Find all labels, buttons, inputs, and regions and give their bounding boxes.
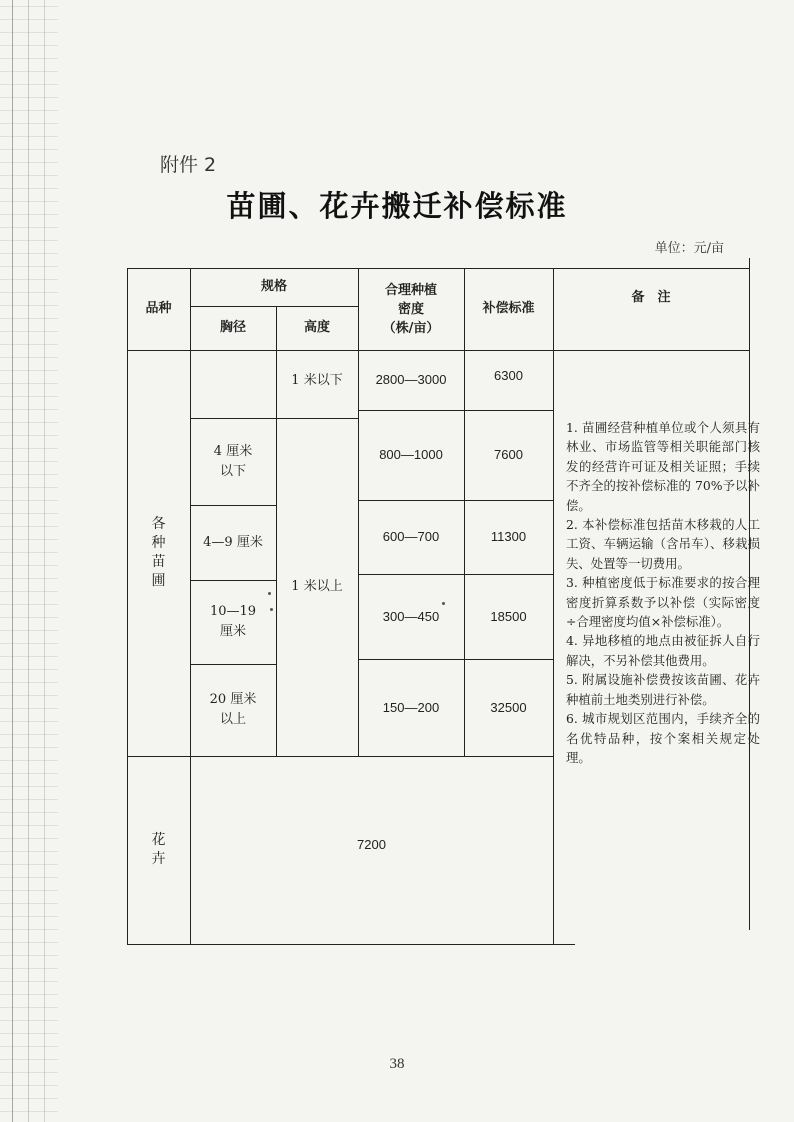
header-height: 高度 (303, 320, 330, 335)
attachment-label: 附件 2 (160, 154, 217, 176)
row3-density: 600—700 (382, 529, 440, 544)
row5-standard: 32500 (490, 699, 527, 715)
note-item: 1. 苗圃经营种植单位或个人须具有林业、市场监管等相关职能部门核发的经营许可证及相关证照；手续不齐全的按补偿标准的 70%予以补偿。 (566, 420, 760, 513)
row3-diameter: 4—9 厘米 (203, 534, 263, 550)
row1-diameter (190, 350, 276, 418)
note-item: 5. 附属设施补偿费按该苗圃、花卉种植前土地类别进行补偿。 (566, 672, 760, 707)
row1-height: 1 米以下 (291, 373, 343, 388)
row2-diameter: 4 厘米 以下 (213, 443, 253, 479)
note-item: 4. 异地移植的地点由被征拆人自行解决，不另补偿其他费用。 (566, 633, 760, 668)
note-item: 2. 本补偿标准包括苗木移栽的人工工资、车辆运输（含吊车）、移栽损失、处置等一切费用。 (566, 517, 760, 571)
remarks-notes (566, 418, 760, 767)
row5-diameter: 20 厘米 以上 (209, 692, 257, 727)
variety-flower-label: 花 卉 (151, 832, 166, 867)
row2-standard: 7600 (494, 447, 523, 462)
header-variety: 品种 (145, 301, 172, 316)
page-number: 38 (389, 1056, 405, 1072)
unit-label: 单位：元/亩 (654, 241, 724, 256)
row3-standard: 11300 (490, 529, 527, 544)
row4-density: 300—450 (382, 608, 440, 624)
header-density (358, 268, 464, 350)
header-density-line3: （株/亩） (382, 320, 440, 336)
table-border-bottom (127, 944, 575, 945)
flower-standard: 7200 (357, 837, 386, 852)
header-remark: 备 注 (631, 290, 671, 305)
document-title: 苗圃、花卉搬迁补偿标准 (226, 189, 568, 223)
row1-standard: 6300 (494, 368, 523, 383)
scan-speck (442, 602, 445, 605)
note-item: 3. 种植密度低于标准要求的按合理密度折算系数予以补偿（实际密度÷合理密度均值×补偿标准）。 (566, 575, 760, 630)
row4-standard: 18500 (490, 608, 527, 624)
merged-height: 1 米以上 (291, 579, 343, 594)
header-density-line2: 密度 (397, 301, 424, 317)
header-density-line1: 合理种植 (384, 282, 437, 298)
col-line-standard (553, 268, 554, 945)
scan-speck (270, 608, 273, 611)
row5-density: 150—200 (382, 699, 440, 715)
row4-diameter: 10—19 厘米 (209, 604, 257, 639)
header-standard: 补偿标准 (482, 301, 535, 316)
header-spec: 规格 (260, 279, 287, 294)
scan-speck (268, 592, 271, 595)
variety-nursery-label: 各 种 苗 圃 (151, 516, 166, 589)
row1-density: 2800—3000 (375, 372, 447, 387)
row2-density: 800—1000 (379, 447, 443, 462)
note-item: 6. 城市规划区范围内，手续齐全的名优特品种，按个案相关规定处理。 (566, 711, 760, 765)
header-diameter: 胸径 (219, 320, 246, 335)
